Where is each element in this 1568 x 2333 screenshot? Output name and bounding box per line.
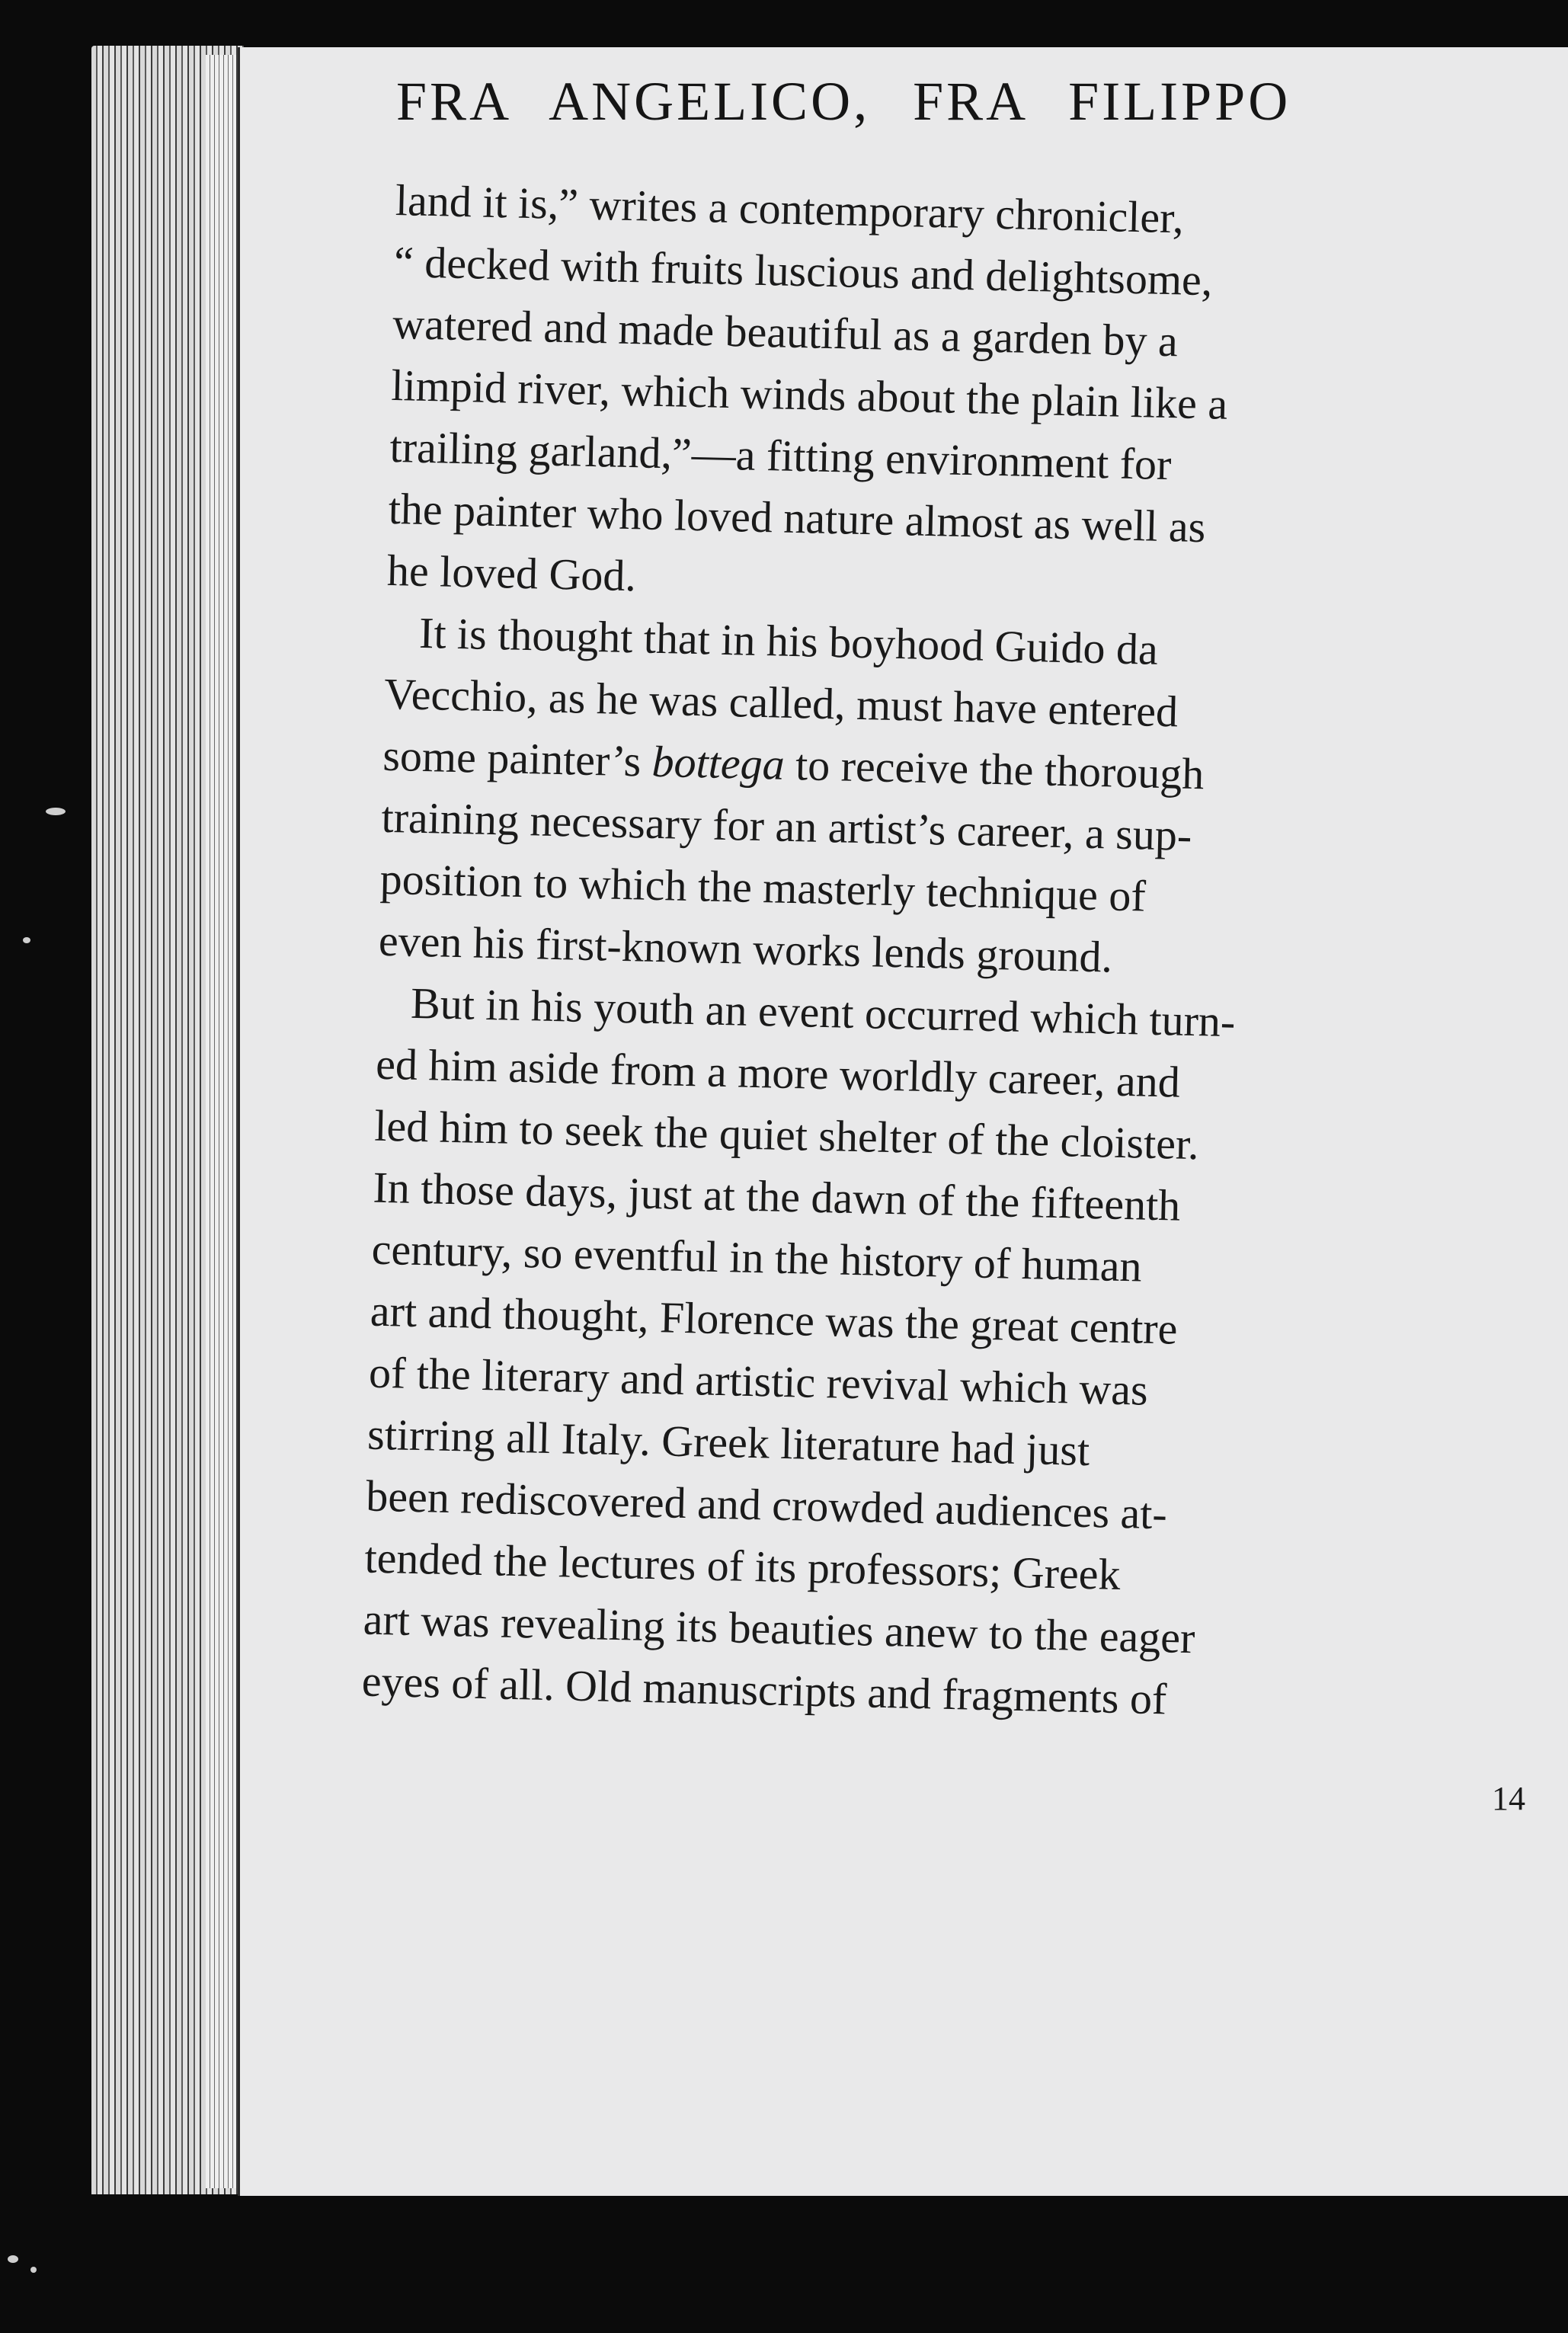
text-line: “ decked with fruits luscious and delightsome, — [393, 236, 1214, 306]
page-number: 14 — [1492, 1780, 1525, 1817]
text-line: In those days, just at the dawn of the fifteenth — [372, 1162, 1181, 1231]
text-line: even his first-known works lends ground. — [378, 915, 1113, 982]
text-line: some painter’s bottega to receive the thorough — [382, 730, 1205, 799]
text-line: ed him aside from a more worldly career, and — [375, 1038, 1181, 1107]
text-line: art was revealing its beauties anew to the eager — [363, 1594, 1196, 1663]
scan-speck — [23, 937, 30, 943]
text-line: limpid river, which winds about the plain like a — [390, 360, 1228, 429]
text-line: of the literary and artistic revival which was — [368, 1347, 1149, 1415]
text-line: the painter who loved nature almost as well as — [388, 483, 1207, 552]
scan-speck — [8, 2255, 18, 2263]
text-line: he loved God. — [386, 545, 637, 601]
running-head: FRA ANGELICO, FRA FILIPPO — [396, 71, 1291, 132]
text-line: stirring all Italy. Greek literature had just — [366, 1409, 1090, 1476]
paragraph-start-line: It is thought that in his boyhood Guido da — [418, 607, 1159, 674]
text-line: watered and made beautiful as a garden by a — [392, 298, 1179, 366]
text-line: training necessary for an artist’s career, a sup- — [380, 792, 1192, 860]
text-line: been rediscovered and crowded audiences at- — [365, 1471, 1168, 1539]
body-text — [361, 169, 1568, 1738]
text-line: position to which the masterly technique of — [379, 853, 1147, 921]
scan-speck — [46, 808, 66, 815]
paragraph-start-line: But in his youth an event occurred which turn- — [410, 978, 1237, 1047]
italic-word: bottega — [651, 736, 786, 789]
text-line: Vecchio, as he was called, must have entered — [383, 668, 1179, 737]
text-line: eyes of all. Old manuscripts and fragments of — [361, 1656, 1168, 1724]
text-line: tended the lectures of its professors; Greek — [363, 1532, 1122, 1600]
scan-speck — [30, 2267, 37, 2273]
text-line: art and thought, Florence was the great centre — [370, 1285, 1179, 1354]
text-line: land it is,” writes a contemporary chronicler, — [395, 174, 1185, 243]
page-edges-inner — [206, 55, 236, 2188]
text-line: led him to seek the quiet shelter of the cloister. — [373, 1100, 1200, 1170]
text-line: trailing garland,”—a fitting environment for — [389, 421, 1173, 490]
text-line: century, so eventful in the history of human — [371, 1224, 1143, 1291]
